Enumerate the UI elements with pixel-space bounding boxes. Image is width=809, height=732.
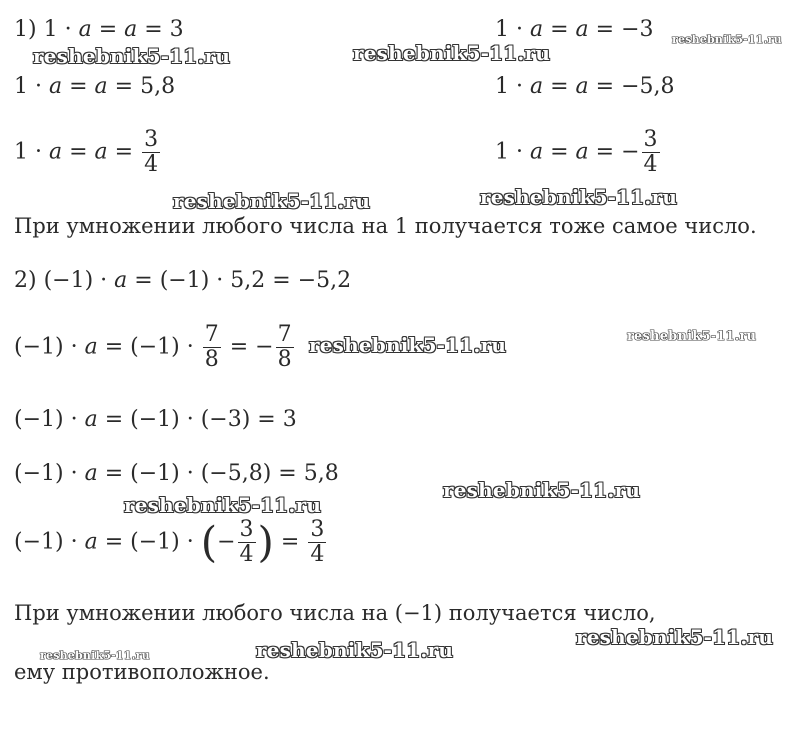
part2-line-3: (−1) · a = (−1) · (−3) = 3 — [14, 407, 297, 432]
part1-line-1-neg: 1 · a = a = −3 — [495, 17, 654, 42]
watermark: reshebnik5-11.ru — [353, 41, 551, 65]
part1-line-2: 1 · a = a = 5,8 — [14, 74, 176, 99]
fraction: $\frac{3}{4}$ — [310, 517, 325, 567]
part2-line-5: (−1) · a = (−1) · (− $\frac{3}{4}$ ) = $\frac{3}{4}$ — [14, 517, 325, 567]
part1-label: 1) — [14, 17, 37, 42]
part2-conclusion-line-1: При умножении любого числа на (−1) получается число, — [14, 601, 656, 625]
watermark: reshebnik5-11.ru — [480, 185, 678, 209]
part1-line-3: 1 · a = a = $\frac{3}{4}$ — [14, 127, 159, 177]
fraction: $\frac{7}{8}$ — [277, 322, 292, 372]
part1-line-1: 1) 1 · a = a = 3 — [14, 17, 184, 42]
part1-line-3-neg: 1 · a = a = − $\frac{3}{4}$ — [495, 127, 658, 177]
watermark: reshebnik5-11.ru — [309, 333, 507, 357]
part2-line-4: (−1) · a = (−1) · (−5,8) = 5,8 — [14, 461, 339, 486]
watermark: reshebnik5-11.ru — [627, 329, 757, 344]
part2-line-2: (−1) · a = (−1) · $\frac{7}{8}$ = − $\frac{7}{8}$ — [14, 322, 292, 372]
fraction: $\frac{3}{4}$ — [643, 127, 658, 177]
part1-conclusion: При умножении любого числа на 1 получается тоже самое число. — [14, 214, 757, 238]
watermark: reshebnik5-11.ru — [443, 478, 641, 502]
fraction: $\frac{7}{8}$ — [204, 322, 219, 372]
fraction: $\frac{3}{4}$ — [144, 127, 159, 177]
watermark: reshebnik5-11.ru — [124, 493, 322, 517]
part2-line-1: 2) (−1) · a = (−1) · 5,2 = −5,2 — [14, 268, 352, 293]
watermark: reshebnik5-11.ru — [256, 638, 454, 662]
watermark: reshebnik5-11.ru — [672, 33, 782, 46]
part2-label: 2) — [14, 268, 37, 293]
watermark: reshebnik5-11.ru — [576, 625, 774, 649]
part2-conclusion-line-2: ему противоположное. — [14, 660, 270, 684]
open-paren: ( — [200, 517, 218, 567]
close-paren: ) — [257, 517, 274, 567]
watermark: reshebnik5-11.ru — [40, 649, 150, 662]
fraction: $\frac{3}{4}$ — [239, 517, 254, 567]
watermark: reshebnik5-11.ru — [173, 189, 371, 213]
part1-line-2-neg: 1 · a = a = −5,8 — [495, 74, 675, 99]
watermark: reshebnik5-11.ru — [33, 44, 231, 68]
